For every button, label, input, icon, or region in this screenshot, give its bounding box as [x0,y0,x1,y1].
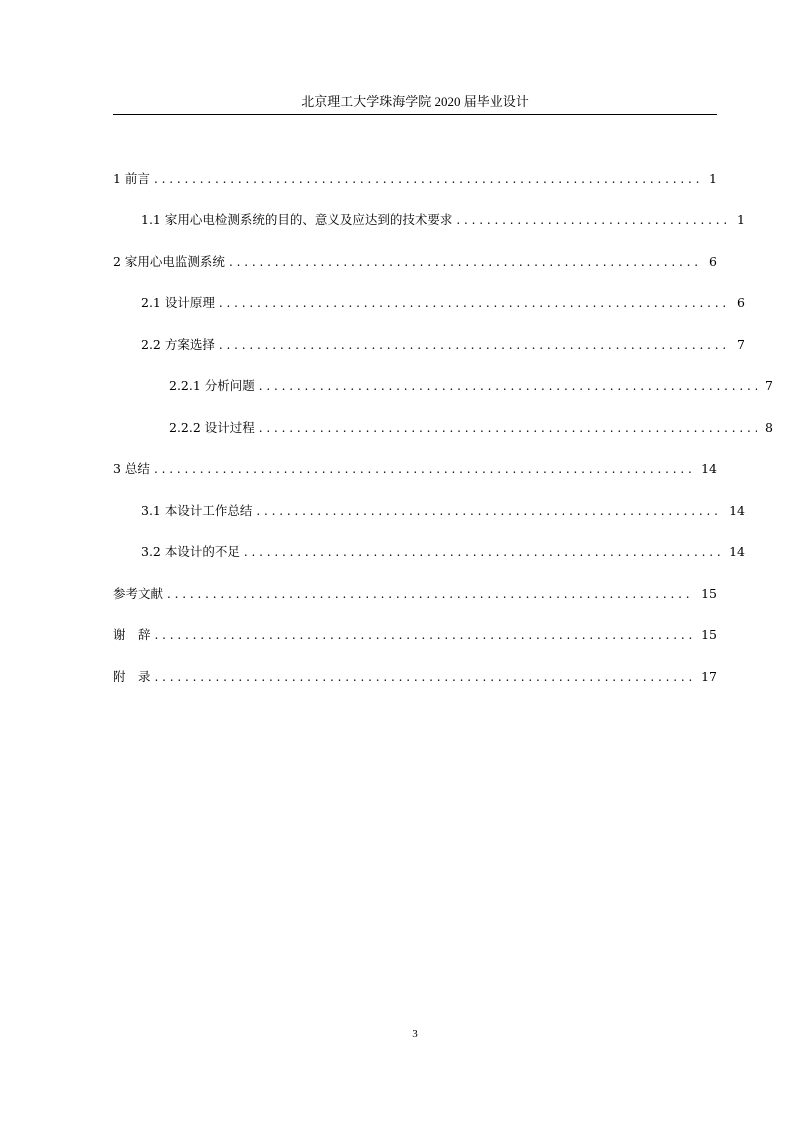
toc-entry-page: 17 [701,669,717,684]
toc-entry-title: 1.1 家用心电检测系统的目的、意义及应达到的技术要求 [141,212,453,227]
toc-entry[interactable] [113,460,717,478]
toc-entry-title: 谢 辞 [113,627,151,642]
toc-leader-dots [456,211,729,229]
toc-entry-title: 2.2.1 分析问题 [169,378,255,393]
toc-entry-title: 1 前言 [113,171,150,186]
toc-entry-title: 2.2.2 设计过程 [169,420,255,435]
toc-entry[interactable] [113,294,745,312]
toc-entry-page: 6 [709,254,717,269]
toc-leader-dots [229,253,701,271]
toc-entry-page: 6 [737,295,745,310]
toc-entry-page: 7 [765,378,773,393]
toc-leader-dots [259,419,757,437]
toc-entry-page: 7 [737,337,745,352]
toc-entry-page: 15 [701,586,717,601]
toc-entry-title: 3.1 本设计工作总结 [141,503,253,518]
toc-leader-dots [167,585,693,603]
toc-entry[interactable] [113,585,717,603]
toc-entry-title: 3.2 本设计的不足 [141,544,240,559]
toc-entry[interactable] [113,336,745,354]
toc-entry[interactable] [113,543,745,561]
toc-entry[interactable] [113,668,717,686]
toc-entry-page: 14 [701,461,717,476]
toc-entry-page: 1 [709,171,717,186]
toc-leader-dots [154,170,701,188]
toc-entry-page: 14 [729,503,745,518]
toc-entry-title: 2 家用心电监测系统 [113,254,225,269]
toc-leader-dots [219,294,729,312]
toc-entry-page: 1 [737,212,745,227]
toc-entry-title: 参考文献 [113,586,164,601]
toc-entry-title: 2.2 方案选择 [141,337,215,352]
toc-entry-page: 8 [765,420,773,435]
toc-entry-page: 15 [701,627,717,642]
toc-entry[interactable] [113,170,717,188]
toc-leader-dots [256,502,721,520]
toc-entry-page: 14 [729,544,745,559]
header-rule [113,114,717,115]
page-number: 3 [412,1028,418,1040]
toc-entry[interactable] [113,377,773,395]
toc-entry[interactable] [113,211,745,229]
toc-entry[interactable] [113,626,717,644]
toc-entry-title: 3 总结 [113,461,150,476]
toc-entry-title: 附 录 [113,669,151,684]
toc-leader-dots [155,626,694,644]
toc-leader-dots [155,668,694,686]
toc-entry-title: 2.1 设计原理 [141,295,215,310]
toc-leader-dots [259,377,757,395]
toc-entry[interactable] [113,419,773,437]
toc-entry[interactable] [113,502,745,520]
toc-leader-dots [219,336,729,354]
page-header: 北京理工大学珠海学院 2020 届毕业设计 [301,94,529,109]
toc-leader-dots [154,460,693,478]
toc-entry[interactable] [113,253,717,271]
toc-leader-dots [244,543,721,561]
